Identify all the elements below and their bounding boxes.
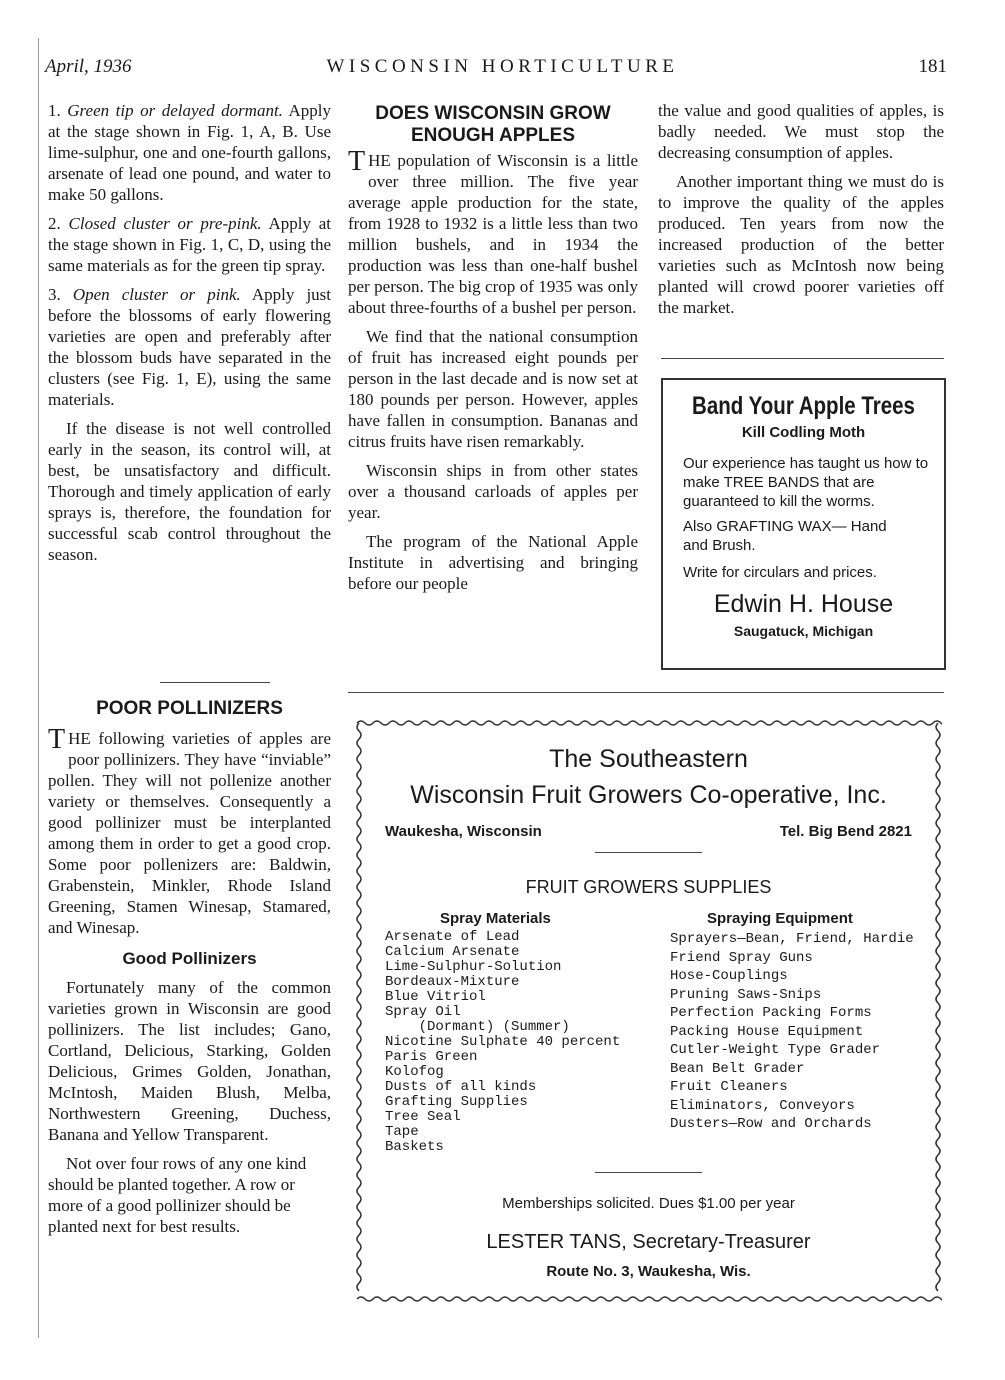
good-pollinizers-heading: Good Pollinizers: [122, 949, 257, 968]
spray-material-item: Spray Oil: [385, 1004, 461, 1020]
journal-title: WISCONSIN HORTICULTURE: [326, 56, 679, 77]
spray-material-item: Lime-Sulphur-Solution: [385, 959, 562, 975]
spraying-equipment-heading: Spraying Equipment: [707, 910, 853, 927]
equipment-item: Fruit Cleaners: [670, 1079, 788, 1095]
equipment-item: Hose-Couplings: [670, 968, 788, 984]
spray-material-item: Calcium Arsenate: [385, 944, 520, 960]
poor-pollinizers-heading: POOR POLLINIZERS: [96, 698, 283, 719]
apples-paragraph: Another important thing we must do is to improve the quality of the apples produced. Ten years from now the increased production of the better varieties such as McIntosh now being planted will crowd poorer varieties off the market.: [658, 172, 944, 317]
divider: [661, 358, 944, 359]
equipment-item: Perfection Packing Forms: [670, 1005, 872, 1021]
spray-item: 2. Closed cluster or pre-pink. Apply at the stage shown in Fig. 1, C, D, using the same materials as for the green tip spray.: [48, 214, 331, 275]
ad-subtitle: Kill Codling Moth: [741, 424, 866, 441]
apples-paragraph: the value and good qualities of apples, is badly needed. We must stop the decreasing consumption of apples.: [658, 101, 944, 162]
ad-title: Band Your Apple Trees: [692, 392, 915, 420]
spray-closing: If the disease is not well controlled early in the season, its control will, at best, be unsatisfactory and difficult. Thorough and timely application of early sprays is, therefore, the foundation for successful scab control throughout the season.: [48, 419, 331, 564]
divider: [348, 692, 944, 693]
spraying-equipment-list: [670, 930, 930, 1134]
coop-title-line2: Wisconsin Fruit Growers Co-operative, Inc.: [410, 781, 887, 809]
planting-advice: Not over four rows of any one kind should be planted together. A row or more of a good pollinizer should be planted next for best results.: [48, 1154, 307, 1236]
spray-materials-list: [385, 930, 645, 1155]
spray-material-item: Nicotine Sulphate 40 percent: [385, 1034, 621, 1050]
apples-article: [348, 146, 638, 602]
spray-material-item: Baskets: [385, 1139, 444, 1155]
coop-city: Waukesha, Wisconsin: [385, 823, 542, 840]
apples-paragraph: THE population of Wisconsin is a little over three million. The five year average apple production for the state, from 1928 to 1932 is a little less than two million bushels, and in 1934 the production was less than one-half bushel per person. The big crop of 1935 was only about three-fourths of a bushel per person.: [348, 146, 638, 317]
spray-material-item: Dusts of all kinds: [385, 1079, 537, 1095]
tree-bands-ad: [661, 378, 946, 670]
ad-location: Saugatuck, Michigan: [733, 623, 874, 639]
divider: [595, 1172, 702, 1173]
margin-rule: [38, 38, 39, 1338]
ad-paragraph: Write for circulars and prices.: [683, 564, 877, 581]
membership-note: Memberships solicited. Dues $1.00 per year: [502, 1195, 795, 1212]
equipment-item: Bean Belt Grader: [670, 1060, 805, 1077]
coop-ad: [355, 715, 942, 1305]
page-number: 181: [918, 56, 947, 77]
poor-pollinizers-intro: THE following varieties of apples are poor pollinizers. They have “inviable” pollen. They will not pollenize another variety or themselves. Consequently a good pollinizer must be interplanted among them in order to get a good crop. Some poor pollenizers are: Baldwin, Grabenstein, Minkler, Rhode Island Greening, Stamen Winesap, Stamared, and Winesap.: [48, 724, 331, 937]
ad-company-name: Edwin H. House: [713, 590, 894, 618]
spray-material-item: (Dormant) (Summer): [385, 1019, 570, 1035]
equipment-item: Pruning Saws-Snips: [670, 986, 822, 1003]
spray-material-item: Arsenate of Lead: [385, 929, 520, 945]
spray-material-item: Paris Green: [385, 1049, 478, 1065]
coop-telephone: Tel. Big Bend 2821: [779, 823, 912, 840]
spray-item: 3. Open cluster or pink. Apply just before the blossoms of early flowering varieties are open and preferably after the blossom buds have separated in the clusters (see Fig. 1, E), using the same materials.: [48, 285, 332, 409]
apples-paragraph: We find that the national consumption of fruit has increased eight pounds per person in the last decade and is now set at 180 pounds per person. However, apples have fallen in consumption. Bananas and citrus fruits have risen remarkably.: [348, 327, 638, 451]
divider: [160, 682, 270, 683]
secretary-address: Route No. 3, Waukesha, Wis.: [546, 1263, 751, 1280]
ad-paragraph: Also GRAFTING WAX— Hand and Brush.: [683, 518, 887, 554]
spray-materials-heading: Spray Materials: [440, 910, 551, 927]
equipment-item: Packing House Equipment: [670, 1023, 864, 1040]
equipment-item: Friend Spray Guns: [670, 949, 813, 966]
secretary-name: LESTER TANS, Secretary-Treasurer: [486, 1231, 811, 1253]
ad-paragraph: Our experience has taught us how to make TREE BANDS that are guaranteed to kill the worms.: [683, 455, 929, 510]
supplies-heading: FRUIT GROWERS SUPPLIES: [525, 877, 772, 897]
equipment-item: Eliminators, Conveyors: [670, 1097, 855, 1114]
equipment-item: Dusters—Row and Orchards: [670, 1116, 872, 1132]
apples-paragraph: The program of the National Apple Institute in advertising and bringing before our people: [348, 532, 638, 593]
divider: [595, 852, 702, 853]
equipment-item: Cutler-Weight Type Grader: [670, 1042, 881, 1058]
equipment-item: Sprayers—Bean, Friend, Hardie: [670, 931, 914, 947]
spray-material-item: Bordeaux-Mixture: [385, 974, 520, 990]
poor-pollinizers-article: [48, 724, 331, 1245]
issue-date: April, 1936: [45, 56, 132, 77]
spray-material-item: Tree Seal: [385, 1109, 461, 1125]
spray-material-item: Kolofog: [385, 1064, 444, 1080]
coop-title-line1: The Southeastern: [549, 745, 748, 773]
spray-material-item: Tape: [385, 1124, 419, 1140]
spray-material-item: Grafting Supplies: [385, 1094, 528, 1110]
spray-material-item: Blue Vitriol: [385, 989, 486, 1005]
spray-item: 1. Green tip or delayed dormant. Apply at the stage shown in Fig. 1, A, B. Use lime-sulphur, one and one-fourth gallons, arsenate of lead one pound, and water to make 50 gallons.: [48, 101, 332, 204]
apples-continuation: [658, 100, 944, 326]
apples-paragraph: Wisconsin ships in from other states over a thousand carloads of apples per year.: [348, 461, 638, 522]
spray-schedule: [48, 100, 331, 573]
good-pollinizers-text: Fortunately many of the common varieties grown in Wisconsin are good pollinizers. The list includes; Gano, Cortland, Delicious, Starking, Golden Delicious, Grimes Golden, Jonathan, McIntosh, Maiden Blush, Melba, Northwestern Greening, Duchess, Banana and Yellow Transparent.: [48, 978, 331, 1144]
apples-heading: DOES WISCONSIN GROW ENOUGH APPLES: [375, 103, 611, 146]
